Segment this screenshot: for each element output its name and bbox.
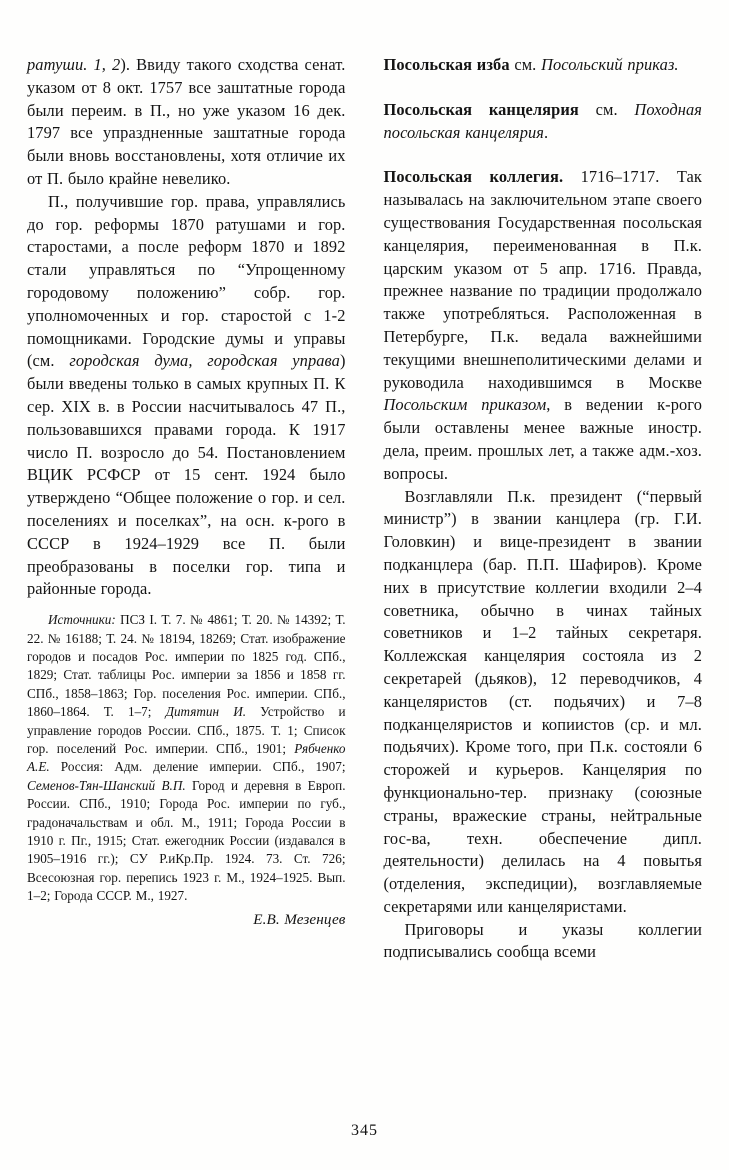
text-segment: Устройство и управление городов России. СПб., 1875. Т. 1; Список гор. поселений Рос. империи. СПб., 1901; (27, 704, 346, 756)
text-segment: Город и деревня в Европ. России. СПб., 1910; Города Рос. империи по губ., градоначальствам и обл. М., 1911; Города России в 1910 г. Пг., 1915; Стат. ежегодник России (издавался в 1905–1916 гг.); СУ Р.иКр.Пр. 1924. 73. Ст. 726; Всесоюзная гор. перепись 1923 г. М., 1924–1925. Вып. 1–2; Города СССР. М., 1927. (27, 777, 346, 904)
text-segment: Посольская коллегия. (383, 167, 564, 187)
page-number: 345 (351, 1122, 378, 1139)
entry-posolskaya-kantselyariya (384, 99, 703, 145)
text-segment: , в ведении к-рого были оставлены менее важные иностр. дела, преим. прошлых лет, а также адм.-хоз. вопросы. (383, 395, 702, 483)
text-segment: Рябченко А.Е. (27, 740, 346, 775)
text-segment: городская дума, городская управа (69, 351, 340, 371)
entry-posad-body-paragraph (27, 191, 346, 601)
text-segment: см. (509, 55, 542, 74)
text-columns (27, 54, 702, 964)
text-segment: . (544, 122, 549, 142)
text-segment: Дитятин И. (165, 704, 247, 720)
text-segment: Посольским приказом (383, 395, 547, 415)
entry-posolskaya-kollegiya-paragraph-2 (384, 486, 703, 919)
text-segment: Походная посольская канцелярия (383, 99, 702, 142)
text-segment: Источники: (48, 612, 116, 628)
text-segment: ) были введены только в самых крупных П. К сер. XIX в. в России насчитывалось 47 П., пользовавшихся правами города. К 1917 число П. возросло до 54. Постановлением ВЦИК РСФСР от 15 сент. 1924 было утверждено “Общее положение о гор. и сел. поселениях и поселках”, на осн. к-рого в СССР в 1924–1929 все П. были преобразованы в поселки гор. типа и районные города. (27, 351, 346, 599)
text-segment: Посольский приказ. (541, 55, 679, 74)
text-segment: П., получившие гор. права, управлялись до гор. реформы 1870 ратушами и гор. старостами, а после реформ 1870 и 1892 стали управляться по “Упрощенному городовому положению” собр. гор. уполномоченных и гор. старостой с 1-2 помощниками. Городские думы и управы (см. (27, 191, 346, 371)
left-column (27, 54, 346, 964)
text-segment: ПСЗ I. Т. 7. № 4861; Т. 20. № 14392; Т. 22. № 16188; Т. 24. № 18194, 18269; Стат. изображение городов и посадов Рос. империи по 1825 год. СПб., 1829; Стат. таблицы Рос. империи за 1856 и 1858 гг. СПб., 1858–1863; Гор. поселения Рос. империи. СПб., 1860–1864. Т. 1–7; (27, 612, 346, 720)
text-segment: ратуши. 1, 2 (27, 55, 121, 74)
text-segment: Россия: Адм. деление империи. СПб., 1907; (49, 759, 346, 775)
text-segment: ). Ввиду такого сходства сенат. указом от 8 окт. 1757 все заштатные города были переим. в П., но уже указом 16 дек. 1797 все упраздненные заштатные города были вновь восстановлены, хотя отличие их от П. было крайне невелико. (27, 55, 346, 188)
text-segment: см. (578, 99, 635, 119)
text-segment: Приговоры и указы коллегии подписывались сообща всеми (383, 919, 702, 962)
text-segment: Возглавляли П.к. президент (“первый министр”) в звании канцлера (гр. Г.И. Головкин) и вице-президент в звании подканцлера (бар. П.П. Шафиров). Кроме них в присутствие коллегии входили 2–4 советника, обычно в чинах тайных советников и 1–2 тайных секретаря. Коллежская канцелярия состояла из 2 секретарей (дьяков), 12 переводчиков, 4 канцеляристов (ст. подьячих) и 7–8 подканцеляристов и копиистов (ср. и мл. подьячих). Кроме того, при П.к. состояли 6 сторожей и курьеров. Канцелярия по функционально-тер. признаку (союзные страны, вражеские страны, нейтральные гос-ва, техн. обеспечение дипл. деятельности) делилась на 4 повытья (отделения, экспедиции), возглавляемые секретарями или канцеляристами. (383, 486, 702, 916)
entry-posolskaya-kollegiya-paragraph-1 (384, 166, 703, 485)
right-column (384, 54, 703, 964)
text-segment: Семенов-Тян-Шанский В.П. (27, 777, 186, 793)
entry-posolskaya-izba (384, 54, 703, 77)
text-segment: Е.В. Мезенцев (253, 910, 346, 928)
entry-posolskaya-kollegiya-paragraph-3 (384, 919, 703, 965)
text-segment: Посольская канцелярия (383, 99, 579, 119)
text-segment: Посольская изба (383, 55, 510, 74)
text-segment: 1716–1717. Так называлась на заключительном этапе своего существования Государственная посольская канцелярия, переименованная в П.к. царским указом от 5 апр. 1716. Правда, прежнее название по традиции продолжало также употребляться. Расположенная в Петербурге, П.к. ведала важнейшими текущими внешнеполитическими делами и руководила находившимся в Москве (383, 167, 702, 392)
author-signature (27, 909, 346, 930)
sources-paragraph (27, 611, 346, 906)
entry-posad-continuation-paragraph (27, 54, 346, 191)
